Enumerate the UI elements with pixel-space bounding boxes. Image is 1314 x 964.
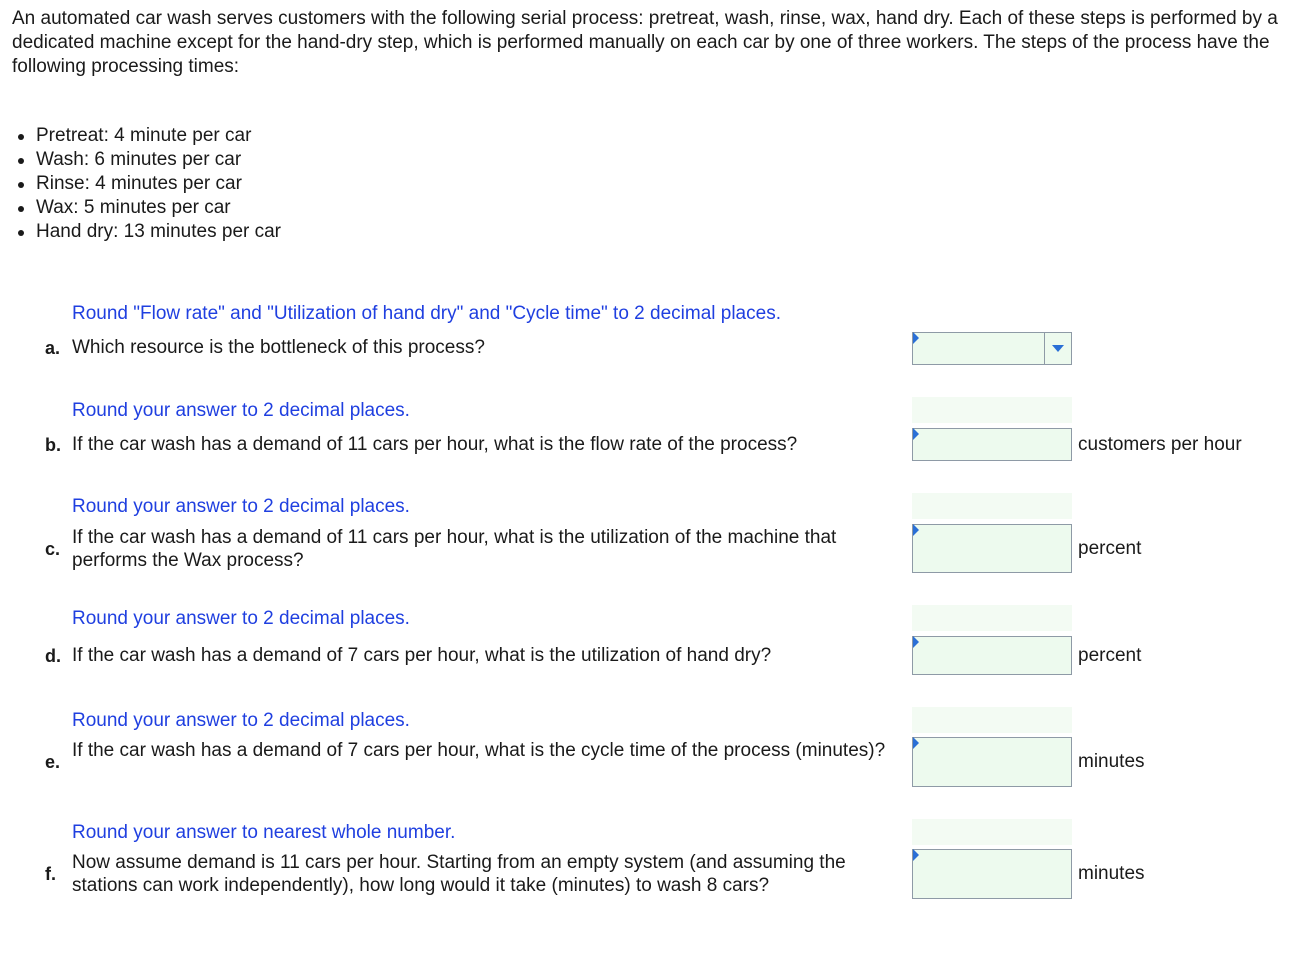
blue-flag-icon: [913, 332, 919, 344]
problem-statement: An automated car wash serves customers with the following serial process: pretreat, wash, rinse, wax, hand dry. Each of these steps is performed by a dedicated machine except for the hand-dry step, which is performed manually on each car by one of three workers. The steps of the process have the following processing times:: [12, 8, 1278, 77]
list-item: Hand dry: 13 minutes per car: [12, 220, 281, 244]
question-d-letter: d.: [45, 646, 61, 666]
wash-time-unit: minutes: [1078, 863, 1145, 884]
question-c-text: If the car wash has a demand of 11 cars per hour, what is the utilization of the machine that performs the Wax process?: [72, 527, 837, 571]
wax-utilization-input[interactable]: [913, 525, 1071, 572]
question-c-hint: Round your answer to 2 decimal places.: [72, 496, 410, 517]
answer-shade: [912, 819, 1072, 845]
dropdown-separator: [1044, 333, 1045, 364]
question-e-letter: e.: [45, 752, 61, 772]
cycle-time-unit: minutes: [1078, 751, 1145, 772]
hand-dry-utilization-input[interactable]: [913, 637, 1071, 674]
question-f-hint: Round your answer to nearest whole number.: [72, 822, 456, 843]
list-item: Rinse: 4 minutes per car: [12, 172, 281, 196]
answer-shade: [912, 397, 1072, 423]
question-e-text: If the car wash has a demand of 7 cars per hour, what is the cycle time of the process (minutes)?: [72, 740, 886, 761]
hand-dry-utilization-field[interactable]: [912, 636, 1072, 675]
question-a-text: Which resource is the bottleneck of this process?: [72, 337, 485, 358]
question-f-letter: f.: [45, 864, 56, 884]
cycle-time-field[interactable]: [912, 737, 1072, 787]
question-b-hint: Round your answer to 2 decimal places.: [72, 400, 410, 421]
chevron-down-icon[interactable]: [1052, 345, 1064, 352]
question-d-hint: Round your answer to 2 decimal places.: [72, 608, 410, 629]
question-e-hint: Round your answer to 2 decimal places.: [72, 710, 410, 731]
list-item: Wash: 6 minutes per car: [12, 148, 281, 172]
list-item: Pretreat: 4 minute per car: [12, 124, 281, 148]
list-item: Wax: 5 minutes per car: [12, 196, 281, 220]
wax-utilization-unit: percent: [1078, 538, 1142, 559]
question-f-text: Now assume demand is 11 cars per hour. Starting from an empty system (and assuming the stations can work independently), how long would it take (minutes) to wash 8 cars?: [72, 852, 846, 896]
answer-shade: [912, 493, 1072, 519]
question-b-text: If the car wash has a demand of 11 cars per hour, what is the flow rate of the process?: [72, 434, 798, 455]
wash-time-input[interactable]: [913, 850, 1071, 898]
answer-shade: [912, 707, 1072, 733]
answer-shade: [912, 605, 1072, 631]
wax-utilization-field[interactable]: [912, 524, 1072, 573]
bottleneck-select[interactable]: [912, 332, 1072, 365]
question-a-letter: a.: [45, 338, 61, 358]
question-c-letter: c.: [45, 539, 61, 559]
processing-times-list: [12, 124, 281, 244]
wash-time-field[interactable]: [912, 849, 1072, 899]
flow-rate-field[interactable]: [912, 428, 1072, 461]
hand-dry-utilization-unit: percent: [1078, 645, 1142, 666]
question-a-hint: Round "Flow rate" and "Utilization of hand dry" and "Cycle time" to 2 decimal places.: [72, 303, 781, 324]
flow-rate-input[interactable]: [913, 429, 1071, 460]
flow-rate-unit: customers per hour: [1078, 434, 1242, 455]
question-b-letter: b.: [45, 435, 61, 455]
cycle-time-input[interactable]: [913, 738, 1071, 786]
question-d-text: If the car wash has a demand of 7 cars per hour, what is the utilization of hand dry?: [72, 645, 772, 666]
